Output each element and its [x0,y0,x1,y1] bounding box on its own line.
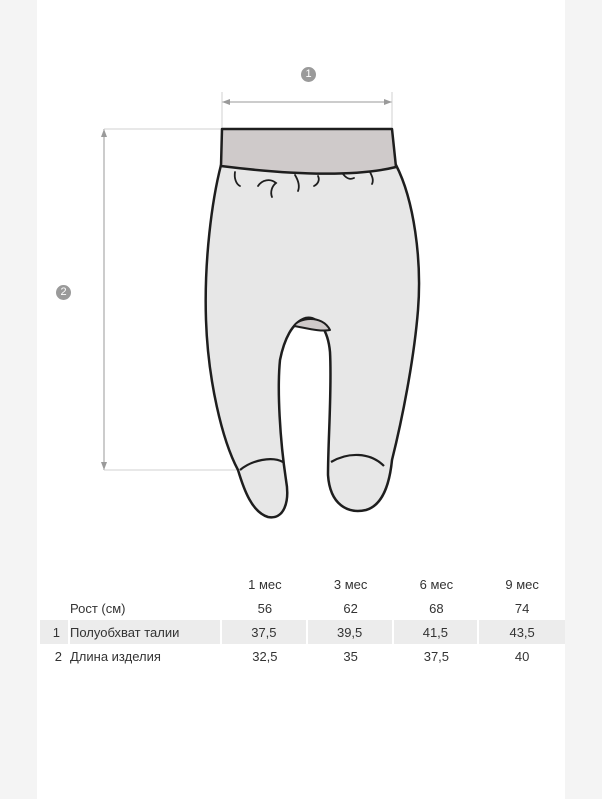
table-cell: 41,5 [394,620,480,644]
row-num: 1 [40,620,70,644]
waist-marker: 1 [301,67,316,82]
row-label: Полуобхват талии [70,620,222,644]
table-cell: 74 [514,600,530,616]
size-header-row [40,572,565,596]
size-header: 6 мес [419,576,454,592]
table-row-height [40,596,565,620]
row-label: Длина изделия [70,648,161,664]
row-label: Рост (см) [70,600,126,616]
size-header: 1 мес [248,576,282,592]
pants-body [206,165,419,517]
size-header: 9 мес [505,576,539,592]
size-table [40,572,565,668]
table-cell: 37,5 [222,620,308,644]
table-cell: 35 [343,648,358,664]
table-cell: 43,5 [479,620,565,644]
waist-dimension [222,92,392,130]
table-cell: 56 [257,600,273,616]
table-cell: 40 [514,648,530,664]
table-cell: 39,5 [308,620,394,644]
waistband [221,129,396,174]
row-num: 2 [54,648,62,664]
table-cell: 32,5 [252,648,278,664]
table-row-waist [40,620,565,644]
length-marker: 2 [56,285,71,300]
table-cell: 68 [429,600,444,616]
row-num [40,596,70,620]
table-cell: 37,5 [423,648,450,664]
table-cell: 62 [343,600,358,616]
size-header: 3 мес [333,576,368,592]
table-row-length [40,644,565,668]
